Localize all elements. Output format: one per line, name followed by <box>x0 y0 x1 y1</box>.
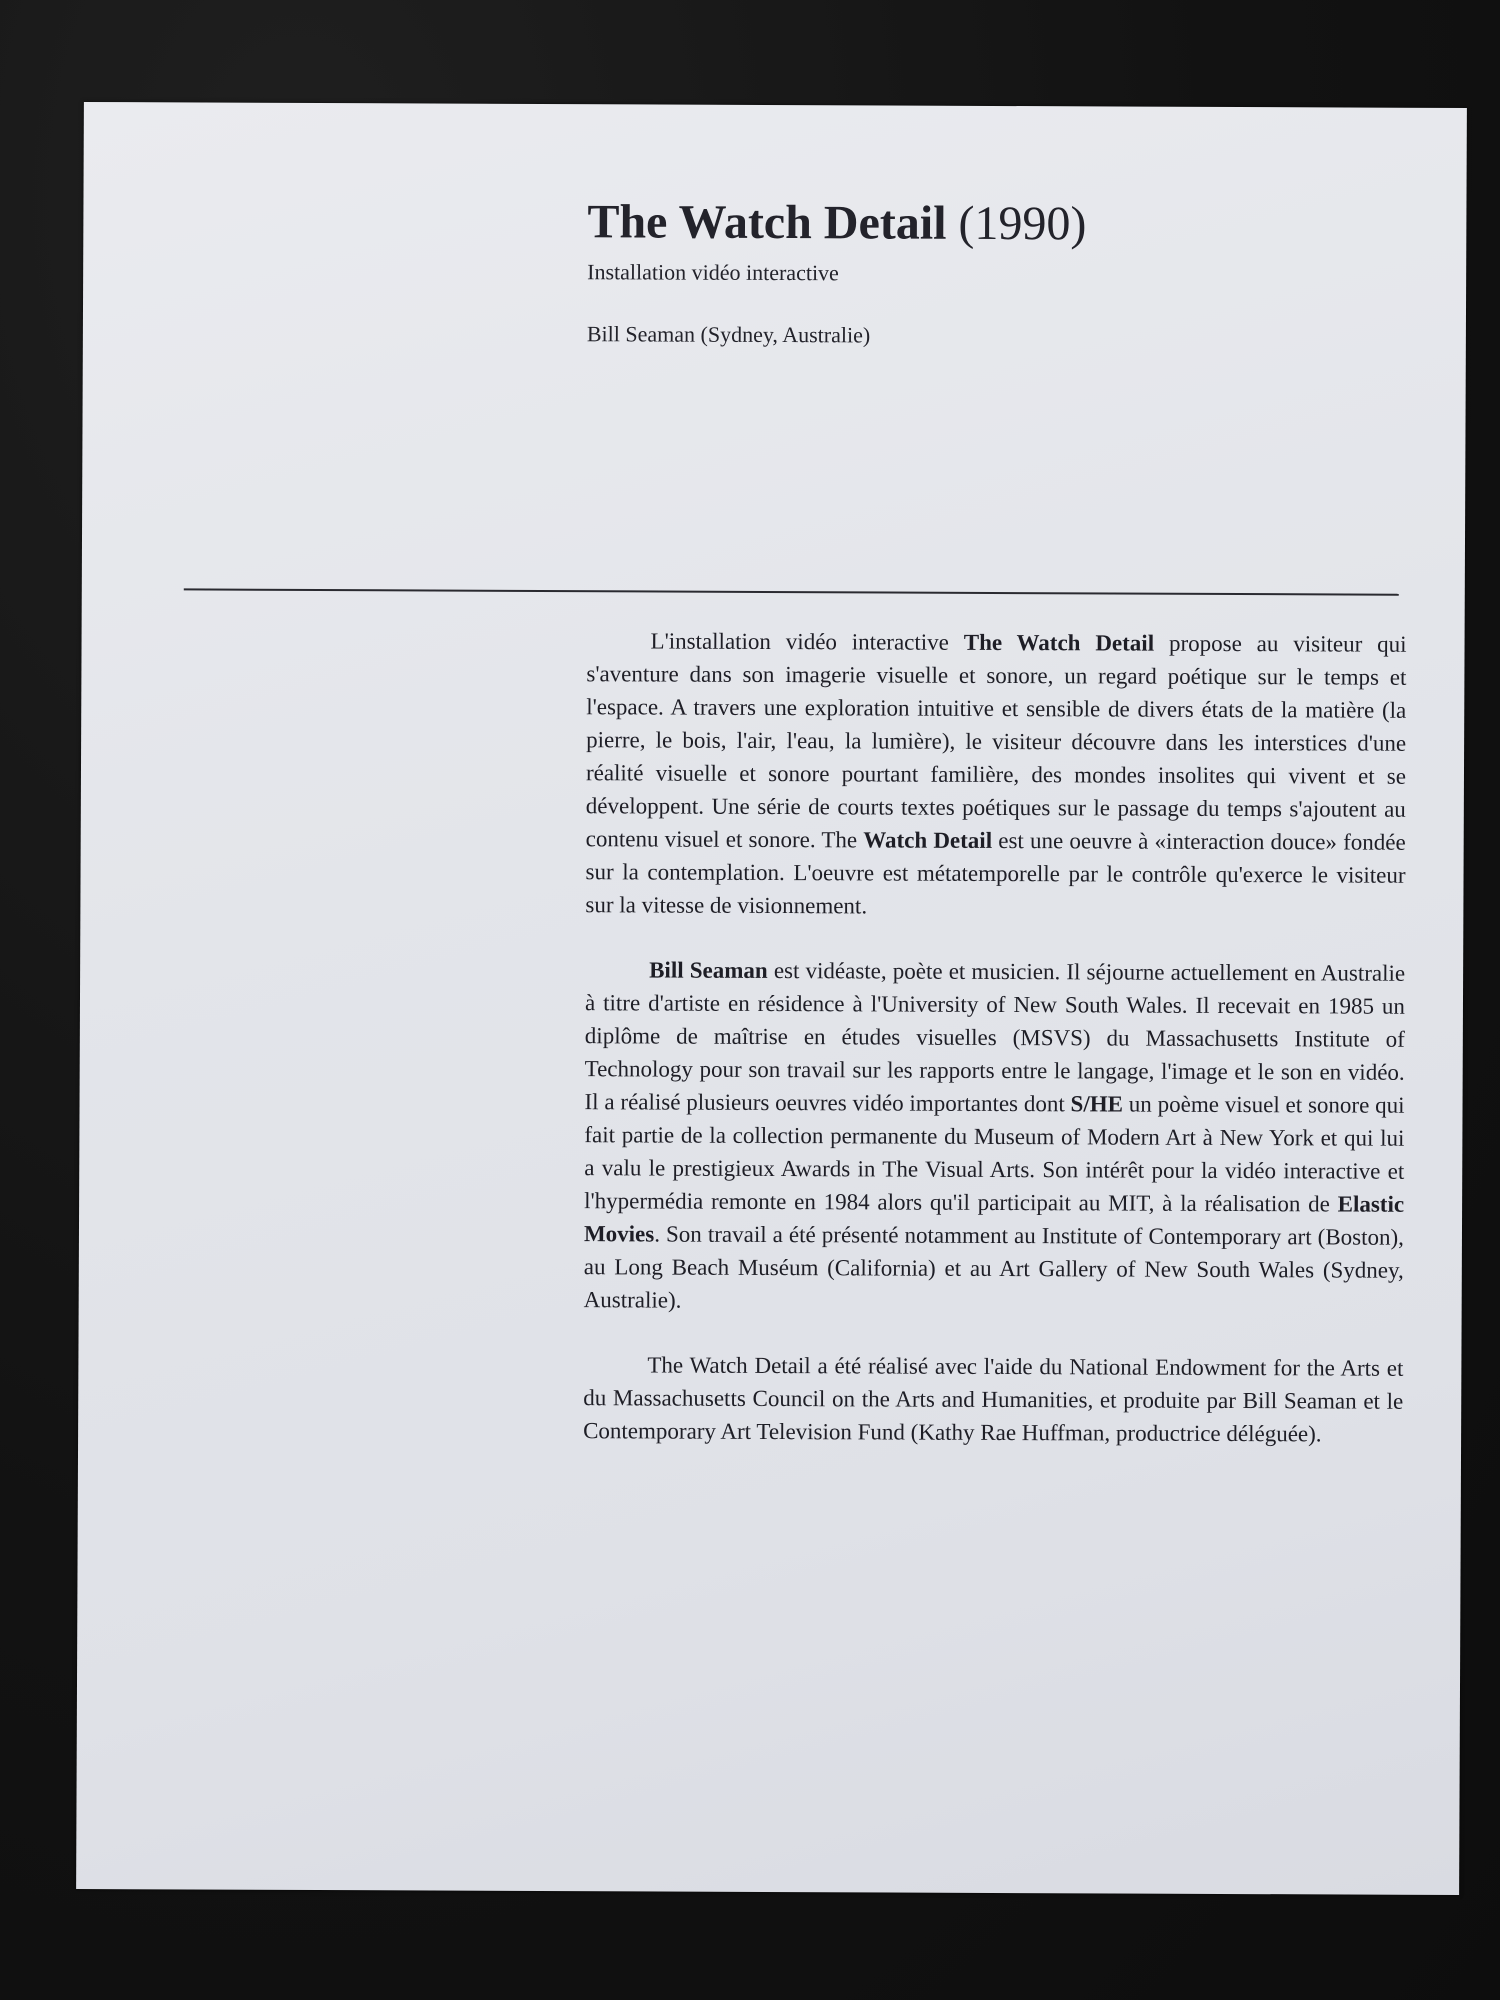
body-paragraph <box>585 624 1406 925</box>
text-segment: un poème visuel et sonore qui fait partie de la collection permanente du Museum of Modern Art à New York et qui lui a valu le prestigieux Awards in The Visual Arts. Son intérêt pour la vidéo interactive et l'hypermédia remonte en 1984 alors qu'il participait au MIT, à la réalisation de <box>584 1091 1405 1217</box>
text-segment: est une oeuvre à «interaction douce» fondée sur la contemplation. L'oeuvre est métatemporelle par le contrôle qu'exerce le visiteur sur la vitesse de visionnement. <box>585 827 1406 919</box>
document-subtitle: Installation vidéo interactive <box>587 259 839 286</box>
document-header <box>587 194 1408 352</box>
document-author: Bill Seaman (Sydney, Australie) <box>586 321 871 348</box>
text-segment: L'installation vidéo interactive <box>650 628 964 655</box>
paper-sheet <box>76 102 1467 1895</box>
bold-text-segment: Bill Seaman <box>649 957 768 983</box>
body-paragraph <box>584 953 1406 1320</box>
text-segment: propose au visiteur qui s'aventure dans son imagerie visuelle et sonore, un regard poétique sur le temps et l'espace. A travers une exploration intuitive et sensible de divers états de la matière (la pierre, le bois, l'air, l'eau, la lumière), le visiteur découvre dans les interstices d'une réalité visuelle et sonore pourtant familière, des mondes insolites qui vivent et se développent. Une série de courts textes poétiques sur le passage du temps s'ajoutent au contenu visuel et sonore. The <box>585 630 1407 853</box>
text-segment: . Son travail a été présenté notamment au Institute of Contemporary art (Boston), au Long Beach Muséum (California) et au Art Gallery of New South Wales (Sydney, Australie). <box>583 1221 1405 1313</box>
bold-text-segment: S/HE <box>1070 1091 1124 1117</box>
bold-text-segment: Elastic Movies <box>583 1191 1405 1247</box>
document-title <box>587 194 1407 254</box>
text-segment: est vidéaste, poète et musicien. Il séjourne actuellement en Australie à titre d'artiste en résidence à l'University of New South Wales. Il recevait en 1985 un diplôme de maîtrise en études visuelles (MSVS) du Massachusetts Institute of Technology pour son travail sur les rapports entre le langage, l'image et le son en vidéo. Il a réalisé plusieurs oeuvres vidéo importantes dont <box>584 957 1406 1117</box>
body-paragraph <box>583 1348 1403 1451</box>
title-year: (1990) <box>958 196 1087 251</box>
horizontal-rule <box>184 588 1399 595</box>
body-text <box>583 624 1407 1483</box>
bold-text-segment: The Watch Detail <box>963 629 1155 656</box>
title-main: The Watch Detail <box>587 195 947 250</box>
bold-text-segment: Watch Detail <box>863 827 993 853</box>
text-segment: The Watch Detail a été réalisé avec l'aide du National Endowment for the Arts et du Massachusetts Council on the Arts and Humanities, et produite par Bill Seaman et le Contemporary Art Television Fund (Kathy Rae Huffman, productrice déléguée). <box>583 1352 1404 1447</box>
